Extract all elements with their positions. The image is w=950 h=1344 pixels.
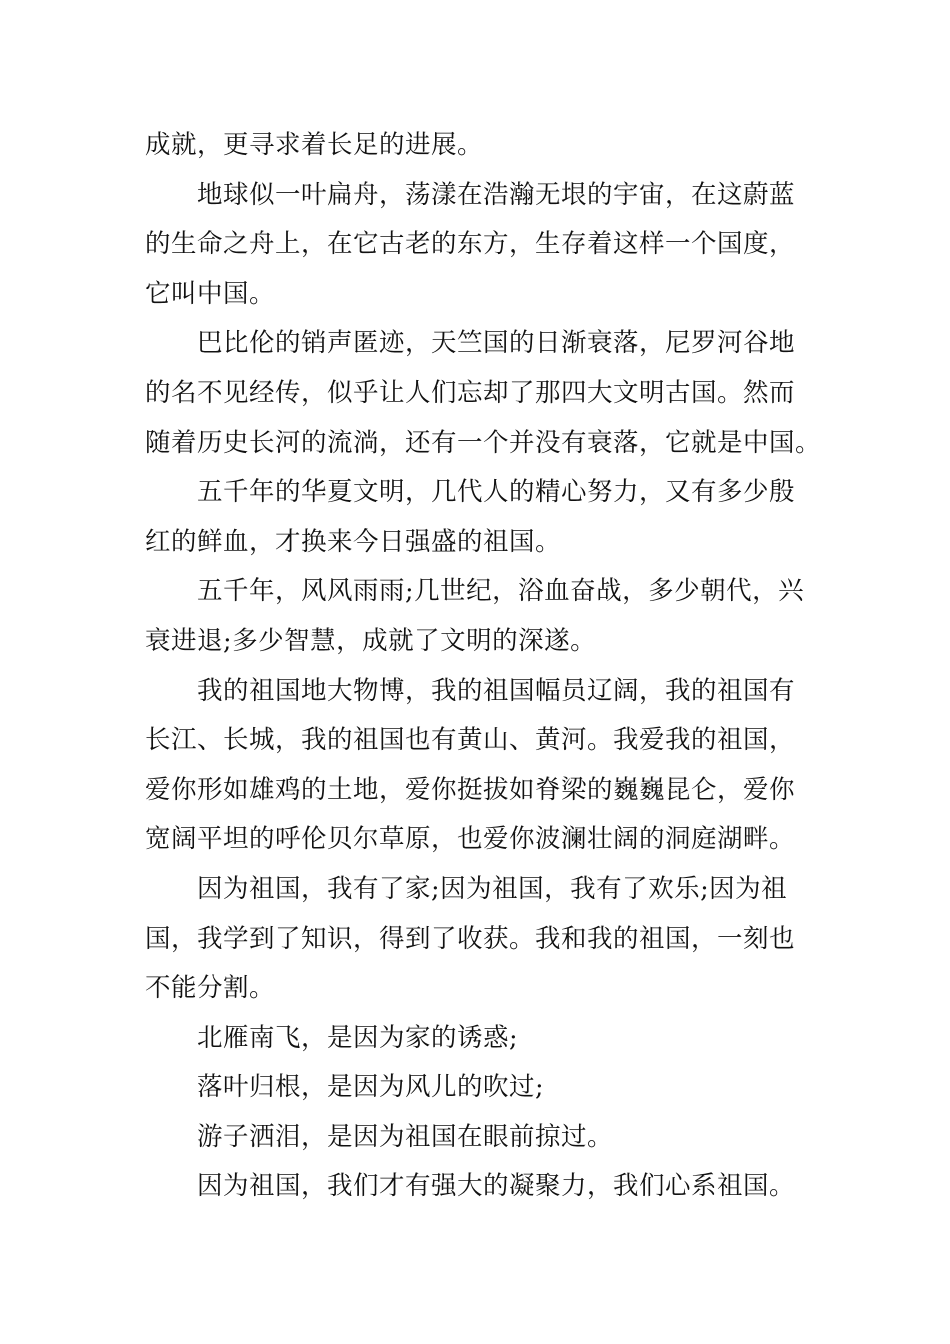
document-body bbox=[145, 121, 822, 1212]
text-line: 五千年的华夏文明，几代人的精心努力，又有多少殷 bbox=[197, 477, 796, 508]
text-line: 红的鲜血，才换来今日强盛的祖国。 bbox=[145, 526, 562, 557]
text-line: 北雁南飞，是因为家的诱惑; bbox=[197, 1022, 519, 1053]
text-line: 国，我学到了知识，得到了收获。我和我的祖国，一刻也 bbox=[145, 923, 796, 954]
text-line: 的名不见经传，似乎让人们忘却了那四大文明古国。然而 bbox=[145, 377, 796, 408]
text-line: 巴比伦的销声匿迹，天竺国的日渐衰落，尼罗河谷地 bbox=[197, 328, 796, 359]
text-line: 我的祖国地大物博，我的祖国幅员辽阔，我的祖国有 bbox=[197, 675, 796, 706]
text-line: 随着历史长河的流淌，还有一个并没有衰落，它就是中国。 bbox=[145, 427, 822, 458]
text-line: 不能分割。 bbox=[145, 973, 276, 1004]
text-line: 宽阔平坦的呼伦贝尔草原，也爱你波澜壮阔的洞庭湖畔。 bbox=[145, 824, 796, 855]
text-line: 因为祖国，我们才有强大的凝聚力，我们心系祖国。 bbox=[197, 1171, 796, 1202]
text-line: 因为祖国，我有了家;因为祖国，我有了欢乐;因为祖 bbox=[197, 873, 788, 904]
text-line: 长江、长城，我的祖国也有黄山、黄河。我爱我的祖国， bbox=[145, 725, 796, 756]
text-line: 地球似一叶扁舟，荡漾在浩瀚无垠的宇宙，在这蔚蓝 bbox=[197, 179, 796, 210]
text-line: 爱你形如雄鸡的土地，爱你挺拔如脊梁的巍巍昆仑，爱你 bbox=[145, 774, 796, 805]
text-line: 游子洒泪，是因为祖国在眼前掠过。 bbox=[197, 1121, 614, 1152]
text-line: 五千年，风风雨雨;几世纪，浴血奋战，多少朝代，兴 bbox=[197, 576, 805, 607]
text-line: 的生命之舟上，在它古老的东方，生存着这样一个国度， bbox=[145, 229, 796, 260]
text-line: 衰进退;多少智慧，成就了文明的深遂。 bbox=[145, 625, 597, 656]
text-line: 落叶归根，是因为风儿的吹过; bbox=[197, 1072, 545, 1103]
text-line: 它叫中国。 bbox=[145, 278, 276, 309]
text-line: 成就，更寻求着长足的进展。 bbox=[145, 130, 484, 160]
